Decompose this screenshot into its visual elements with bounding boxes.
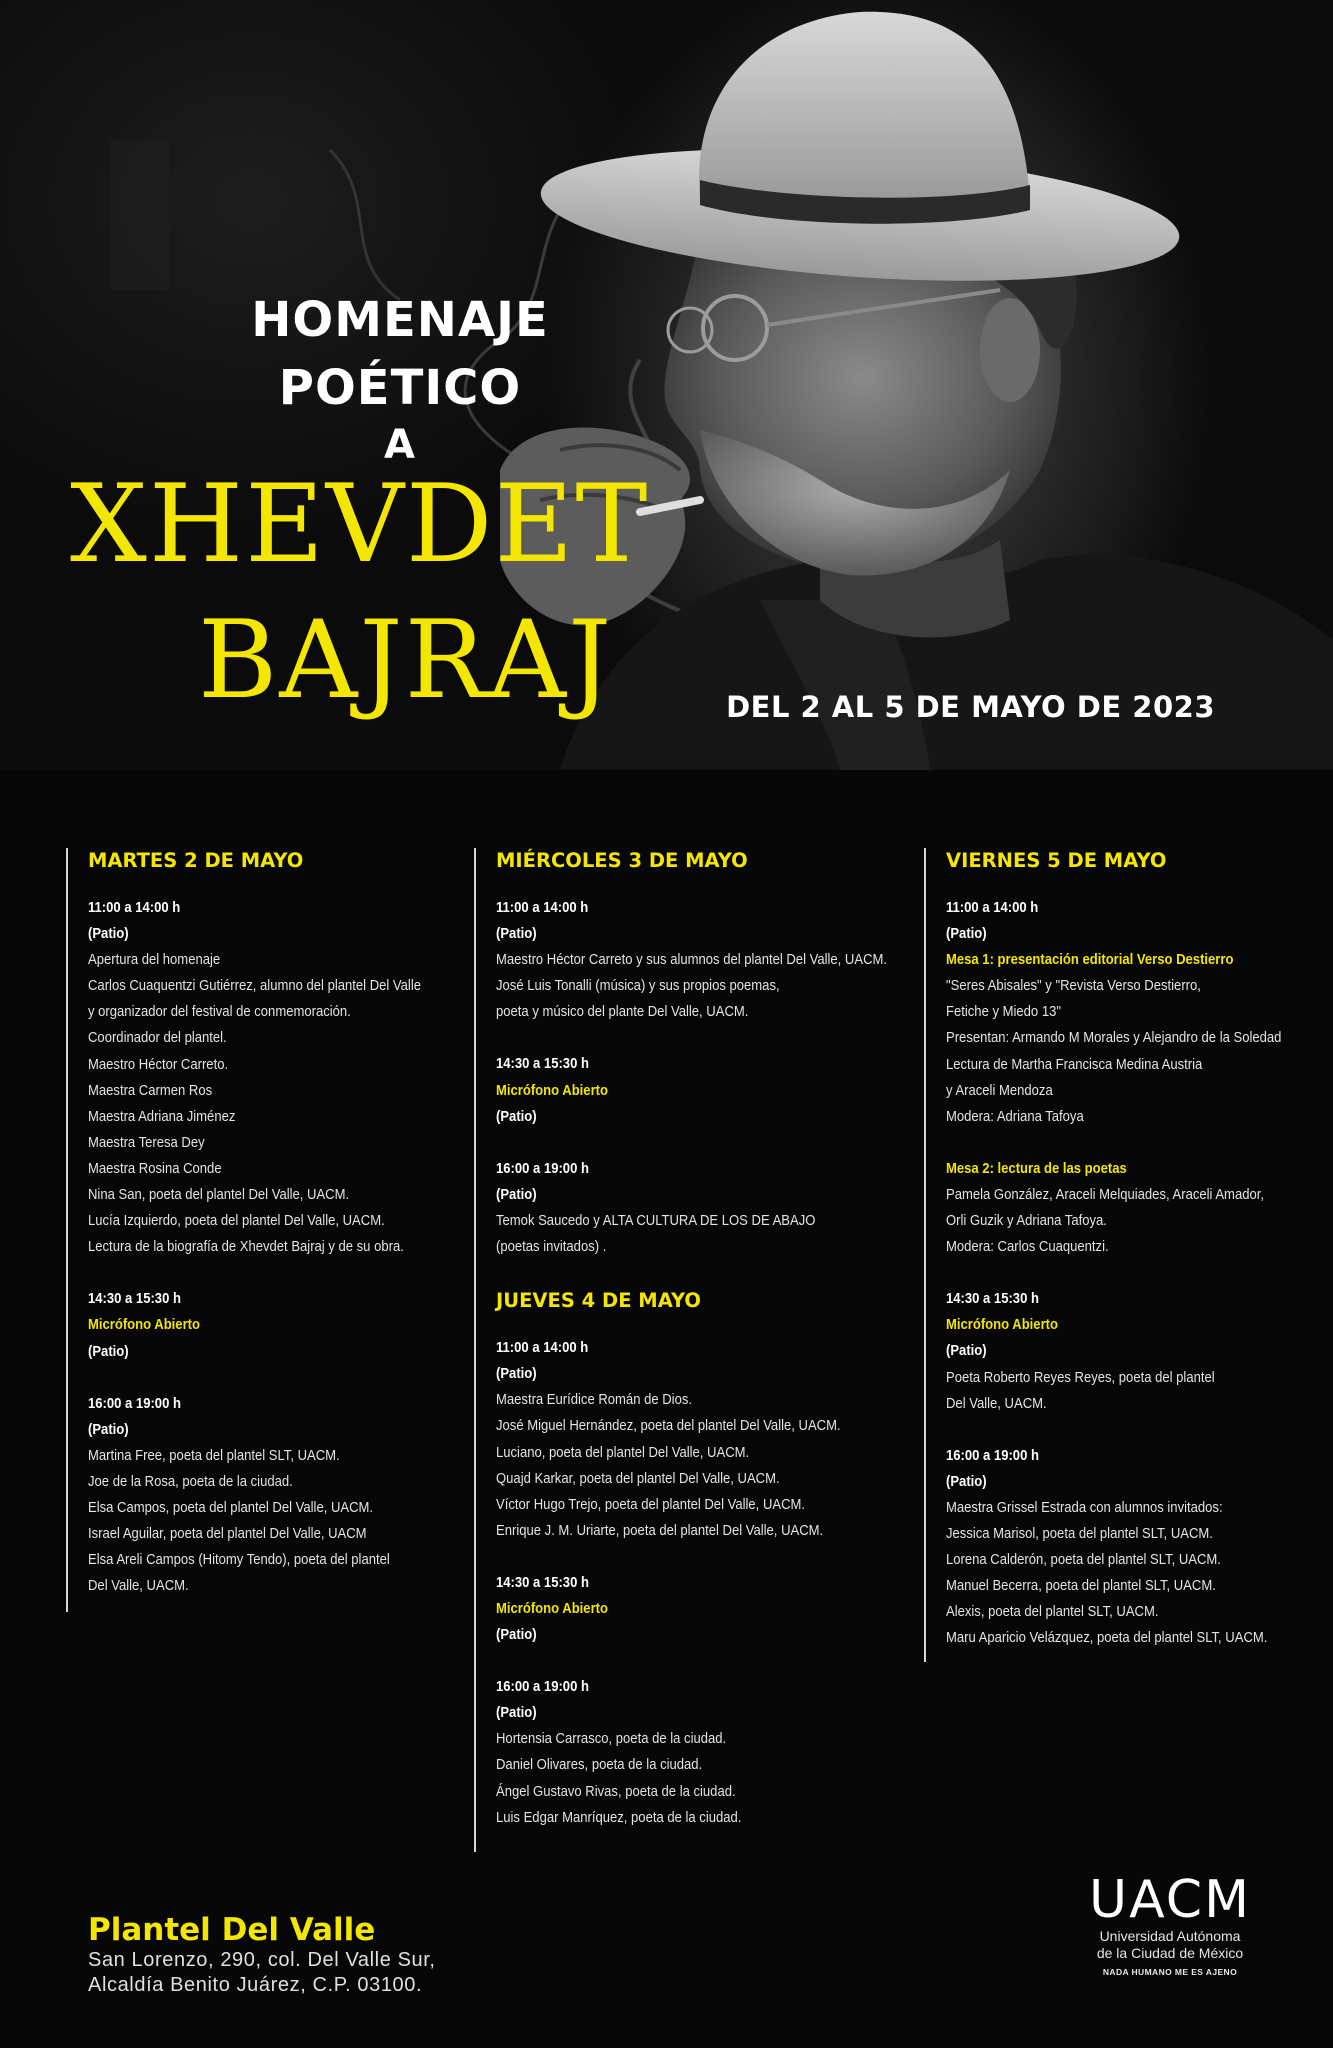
program-line: Enrique J. M. Uriarte, poeta del plantel Del Valle, UACM. — [496, 1521, 824, 1539]
location-label: (Patio) — [88, 925, 129, 943]
event-dates: DEL 2 AL 5 DE MAYO DE 2023 — [726, 690, 1215, 724]
location-label: (Patio) — [496, 925, 537, 943]
title-line-1: HOMENAJE — [251, 292, 549, 348]
venue-address-line-2: Alcaldía Benito Juárez, C.P. 03100. — [88, 1974, 423, 1996]
time-slot: 11:00 a 14:00 h — [496, 899, 589, 916]
time-slot: 14:30 a 15:30 h — [496, 1055, 589, 1073]
program-line: Fetiche y Miedo 13" — [946, 1003, 1061, 1021]
time-slot: 16:00 a 19:00 h — [88, 1394, 181, 1412]
program-line: Lectura de Martha Francisca Medina Austria — [946, 1055, 1203, 1073]
uacm-logo: UACM — [1089, 1870, 1251, 1930]
highlight-label: Micrófono Abierto — [496, 1599, 608, 1617]
time-slot: 14:30 a 15:30 h — [946, 1290, 1039, 1308]
program-line: Coordinador del plantel. — [88, 1029, 227, 1047]
schedule-block — [496, 895, 914, 1025]
location-label: (Patio) — [88, 1342, 129, 1360]
program-line: (poetas invitados) . — [496, 1238, 607, 1256]
program-line: poeta y músico del plante Del Valle, UACM. — [496, 1003, 749, 1021]
program-line: Presentan: Armando M Morales y Alejandro de la Soledad — [946, 1029, 1282, 1047]
location-label: (Patio) — [496, 1704, 537, 1722]
program-line: Alexis, poeta del plantel SLT, UACM. — [946, 1603, 1159, 1621]
program-line: Lucía Izquierdo, poeta del plantel Del Valle, UACM. — [88, 1212, 385, 1230]
schedule-block — [946, 1443, 1314, 1652]
schedule-block — [496, 1674, 914, 1831]
schedule-block — [88, 895, 464, 1260]
time-slot: 11:00 a 14:00 h — [496, 1339, 589, 1357]
university-motto: NADA HUMANO ME ES AJENO — [1102, 1967, 1238, 1977]
schedule-block — [496, 1156, 914, 1260]
schedule-block — [88, 1391, 464, 1600]
program-line: Víctor Hugo Trejo, poeta del plantel Del Valle, UACM. — [496, 1495, 806, 1513]
program-line: y organizador del festival de conmemoración. — [88, 1003, 351, 1021]
program-line: Joe de la Rosa, poeta de la ciudad. — [88, 1472, 293, 1490]
day-heading: JUEVES 4 DE MAYO — [496, 1289, 701, 1313]
highlight-label: Mesa 1: presentación editorial Verso Destierro — [946, 951, 1234, 969]
program-line: Maestra Eurídice Román de Dios. — [496, 1391, 693, 1409]
location-label: (Patio) — [496, 1185, 537, 1203]
highlight-label: Mesa 2: lectura de las poetas — [946, 1159, 1127, 1177]
program-line: Maru Aparicio Velázquez, poeta del plantel SLT, UACM. — [946, 1629, 1268, 1647]
location-label: (Patio) — [946, 1342, 987, 1360]
program-line: Luciano, poeta del plantel Del Valle, UACM. — [496, 1443, 750, 1461]
program-line: y Araceli Mendoza — [946, 1081, 1053, 1099]
program-line: Hortensia Carrasco, poeta de la ciudad. — [496, 1730, 727, 1748]
program-line: Nina San, poeta del plantel Del Valle, UACM. — [88, 1186, 350, 1204]
hero-banner — [0, 0, 1333, 770]
title-line-2: POÉTICO — [278, 360, 522, 416]
program-line: Maestra Rosina Conde — [88, 1159, 222, 1177]
university-name-line-1: Universidad Autónoma — [1099, 1928, 1241, 1944]
program-line: Maestra Carmen Ros — [88, 1081, 213, 1099]
program-line: José Luis Tonalli (música) y sus propios poemas, — [496, 977, 780, 995]
schedule-block — [946, 1156, 1314, 1260]
program-line: Maestro Héctor Carreto. — [88, 1055, 229, 1073]
program-line: Maestra Grissel Estrada con alumnos invitados: — [946, 1498, 1223, 1516]
program-line: Modera: Adriana Tafoya — [946, 1107, 1084, 1125]
program-line: Temok Saucedo y ALTA CULTURA DE LOS DE ABAJO — [496, 1211, 816, 1229]
program-line: Luis Edgar Manríquez, poeta de la ciudad. — [496, 1808, 742, 1826]
schedule-block — [496, 1335, 914, 1544]
program-line: Lectura de la biografía de Xhevdet Bajraj y de su obra. — [88, 1238, 404, 1256]
program-line: Pamela González, Araceli Melquiades, Araceli Amador, — [946, 1185, 1264, 1203]
schedule-block — [946, 1286, 1314, 1416]
program-line: Maestro Héctor Carreto y sus alumnos del plantel Del Valle, UACM. — [496, 951, 888, 969]
program-line: Jessica Marisol, poeta del plantel SLT, UACM. — [946, 1524, 1213, 1542]
program-line: Maestra Teresa Dey — [88, 1133, 205, 1151]
time-slot: 16:00 a 19:00 h — [946, 1446, 1039, 1464]
highlight-label: Micrófono Abierto — [88, 1316, 200, 1334]
schedule-column-1 — [66, 848, 464, 1612]
schedule-block — [88, 1286, 464, 1364]
program-line: Carlos Cuaquentzi Gutiérrez, alumno del plantel Del Valle — [88, 977, 421, 995]
venue-name: Plantel Del Valle — [88, 1912, 376, 1948]
venue-address-line-1: San Lorenzo, 290, col. Del Valle Sur, — [88, 1949, 436, 1971]
program-line: "Seres Abisales" y "Revista Verso Destierro, — [946, 977, 1201, 995]
time-slot: 16:00 a 19:00 h — [496, 1678, 589, 1696]
location-label: (Patio) — [496, 1365, 537, 1383]
schedule-column-2 — [474, 848, 914, 1852]
time-slot: 14:30 a 15:30 h — [496, 1573, 589, 1591]
day-heading: MARTES 2 DE MAYO — [88, 849, 304, 872]
program-line: Elsa Areli Campos (Hitomy Tendo), poeta del plantel — [88, 1551, 390, 1569]
program-line: Del Valle, UACM. — [88, 1577, 189, 1595]
program-line: Elsa Campos, poeta del plantel Del Valle, UACM. — [88, 1498, 374, 1516]
schedule-block — [496, 1051, 914, 1129]
program-line: Israel Aguilar, poeta del plantel Del Valle, UACM — [88, 1525, 367, 1543]
program-line: Poeta Roberto Reyes Reyes, poeta del plantel — [946, 1368, 1215, 1386]
highlight-label: Micrófono Abierto — [496, 1081, 608, 1099]
uacm-logo-block — [1080, 1872, 1260, 1977]
time-slot: 11:00 a 14:00 h — [88, 899, 181, 916]
program-line: Apertura del homenaje — [88, 951, 221, 969]
location-label: (Patio) — [946, 925, 987, 943]
program-line: Quajd Karkar, poeta del plantel Del Valle, UACM. — [496, 1469, 780, 1487]
program-line: Ángel Gustavo Rivas, poeta de la ciudad. — [496, 1782, 736, 1800]
schedule-block — [496, 1570, 914, 1648]
day-heading: VIERNES 5 DE MAYO — [946, 849, 1167, 872]
location-label: (Patio) — [946, 1472, 987, 1490]
university-name-line-2: de la Ciudad de México — [1096, 1945, 1244, 1961]
honoree-first-name: XHEVDET — [70, 462, 650, 587]
title-line-3: A — [384, 422, 416, 468]
program-line: Daniel Olivares, poeta de la ciudad. — [496, 1756, 703, 1774]
program-line: Orli Guzik y Adriana Tafoya. — [946, 1212, 1107, 1230]
program-line: José Miguel Hernández, poeta del plantel Del Valle, UACM. — [496, 1417, 841, 1435]
time-slot: 14:30 a 15:30 h — [88, 1290, 181, 1308]
program-line: Maestra Adriana Jiménez — [88, 1107, 236, 1125]
schedule-block — [946, 895, 1314, 1130]
location-label: (Patio) — [496, 1626, 537, 1644]
time-slot: 16:00 a 19:00 h — [496, 1159, 589, 1177]
program-line: Manuel Becerra, poeta del plantel SLT, UACM. — [946, 1577, 1216, 1595]
location-label: (Patio) — [88, 1420, 129, 1438]
program-line: Del Valle, UACM. — [946, 1394, 1047, 1412]
program-line: Modera: Carlos Cuaquentzi. — [946, 1238, 1109, 1256]
location-label: (Patio) — [496, 1107, 537, 1125]
program-line: Martina Free, poeta del plantel SLT, UACM. — [88, 1446, 340, 1464]
day-heading: MIÉRCOLES 3 DE MAYO — [496, 849, 748, 872]
time-slot: 11:00 a 14:00 h — [946, 899, 1039, 916]
program-line: Lorena Calderón, poeta del plantel SLT, UACM. — [946, 1551, 1221, 1569]
highlight-label: Micrófono Abierto — [946, 1316, 1058, 1334]
schedule-column-3 — [924, 848, 1314, 1662]
honoree-last-name: BAJRAJ — [198, 598, 614, 723]
venue-info — [88, 1912, 436, 1998]
